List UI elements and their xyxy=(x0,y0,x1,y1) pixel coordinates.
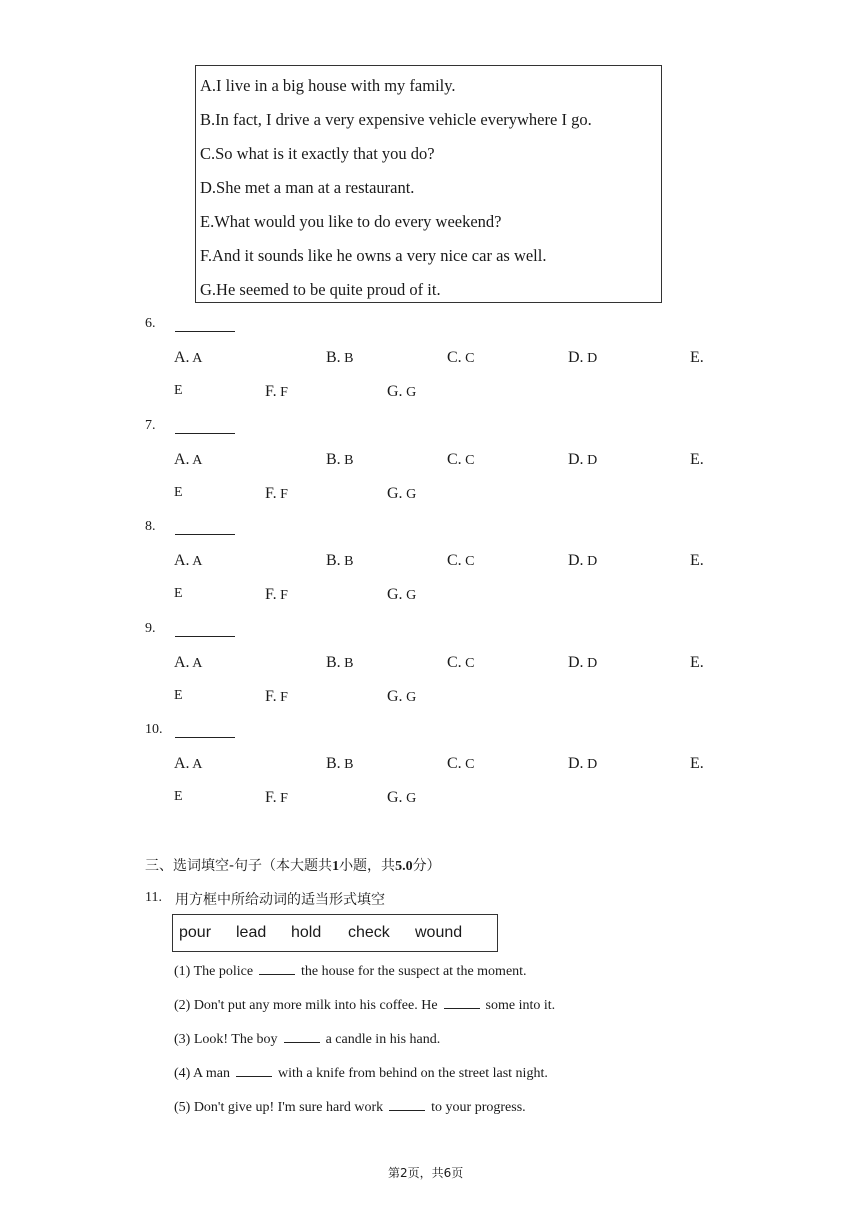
option-text: A xyxy=(192,554,203,569)
page-footer: 第2页，共6页 xyxy=(388,1166,464,1180)
option-letter: A. xyxy=(174,349,190,366)
option-letter: D. xyxy=(568,755,584,772)
answer-option[interactable] xyxy=(326,755,354,773)
option-text: D xyxy=(587,757,598,772)
option-letter: D. xyxy=(568,653,584,671)
answer-option[interactable] xyxy=(447,654,475,672)
option-text: D xyxy=(587,351,598,366)
option-text: C xyxy=(465,757,475,772)
answer-option[interactable] xyxy=(568,755,597,773)
sentence-option: F.And it sounds like he owns a very nice car as well. xyxy=(200,246,547,265)
sentence-part: to your progress. xyxy=(431,1100,526,1115)
answer-option[interactable] xyxy=(174,755,202,773)
option-letter: B. xyxy=(326,552,341,569)
sentence-option: B.In fact, I drive a very expensive vehicle everywhere I go. xyxy=(200,110,592,129)
sentence-part: with a knife from behind on the street last night. xyxy=(278,1066,548,1081)
option-letter: A. xyxy=(174,653,190,671)
fill-in-sentence xyxy=(174,1098,526,1116)
option-letter: A. xyxy=(174,450,190,468)
option-letter: C. xyxy=(447,755,462,772)
option-text: B xyxy=(344,452,354,468)
fill-blank[interactable] xyxy=(444,996,480,1009)
option-letter: G. xyxy=(387,484,403,502)
fill-blank[interactable] xyxy=(389,1098,425,1111)
option-text: G xyxy=(406,791,417,806)
answer-option[interactable] xyxy=(265,688,288,706)
answer-option[interactable] xyxy=(326,654,354,672)
fill-in-sentence xyxy=(174,996,555,1014)
option-letter: A. xyxy=(174,552,190,569)
sentence-part: (1) The police xyxy=(174,964,254,979)
question-number: 10. xyxy=(145,722,163,737)
question-number: 8. xyxy=(145,519,156,534)
option-letter: A. xyxy=(174,755,190,772)
sentence-part: (2) Don't put any more milk into his coffee. He xyxy=(174,998,438,1013)
answer-blank[interactable] xyxy=(175,522,235,540)
option-letter: C. xyxy=(447,653,462,671)
option-text: C xyxy=(465,554,475,569)
sentence-part: a candle in his hand. xyxy=(325,1032,441,1047)
option-text: F xyxy=(280,588,288,603)
answer-blank[interactable] xyxy=(175,725,235,743)
option-text: G xyxy=(406,588,417,603)
option-letter: E. xyxy=(690,450,704,468)
option-text: F xyxy=(280,791,288,806)
option-text: B xyxy=(344,351,354,366)
question-number: 6. xyxy=(145,316,156,331)
option-text: D xyxy=(587,554,598,569)
option-letter: F. xyxy=(265,484,277,502)
option-text: C xyxy=(465,351,475,366)
sentence-part: (4) A man xyxy=(174,1066,230,1081)
option-text: D xyxy=(587,655,598,671)
answer-option[interactable] xyxy=(326,451,354,469)
option-text: A xyxy=(192,655,203,671)
answer-option[interactable] xyxy=(568,451,597,469)
option-text: A xyxy=(192,351,203,366)
option-letter: C. xyxy=(447,552,462,569)
sentence-option: C.So what is it exactly that you do? xyxy=(200,144,435,163)
sentence-option: A.I live in a big house with my family. xyxy=(200,76,456,95)
option-letter: G. xyxy=(387,789,403,806)
sentence-option: G.He seemed to be quite proud of it. xyxy=(200,280,441,299)
answer-option[interactable] xyxy=(568,349,597,367)
answer-option[interactable] xyxy=(387,789,416,807)
option-letter: E. xyxy=(690,755,704,772)
answer-option[interactable] xyxy=(387,586,416,604)
answer-option[interactable] xyxy=(326,552,354,570)
option-letter: F. xyxy=(265,789,277,806)
answer-option[interactable] xyxy=(568,654,597,672)
answer-option[interactable] xyxy=(447,451,475,469)
word-bank-item: hold xyxy=(291,924,322,941)
option-letter: G. xyxy=(387,687,403,705)
sentence-part: (5) Don't give up! I'm sure hard work xyxy=(174,1100,384,1115)
answer-option[interactable] xyxy=(447,755,475,773)
answer-option[interactable] xyxy=(447,552,475,570)
answer-blank[interactable] xyxy=(175,624,235,642)
option-text: E xyxy=(174,687,183,703)
answer-option[interactable] xyxy=(690,349,704,367)
option-letter: F. xyxy=(265,383,277,400)
sentence-option: E.What would you like to do every weekend? xyxy=(200,212,502,231)
option-text: B xyxy=(344,757,354,772)
answer-option[interactable] xyxy=(447,349,475,367)
answer-option[interactable] xyxy=(690,755,704,773)
fill-blank[interactable] xyxy=(236,1064,272,1077)
option-text: G xyxy=(406,486,417,502)
option-letter: F. xyxy=(265,687,277,705)
word-bank-item: pour xyxy=(179,924,212,941)
answer-option[interactable] xyxy=(174,552,202,570)
option-text: A xyxy=(192,757,203,772)
answer-option[interactable] xyxy=(174,349,202,367)
section-heading: 三、选词填空-句子（本大题共1小题，共5.0分） xyxy=(145,858,441,874)
option-text: F xyxy=(280,385,288,400)
option-letter: B. xyxy=(326,755,341,772)
option-text: A xyxy=(192,452,203,468)
fill-in-sentence xyxy=(174,962,527,980)
answer-option[interactable] xyxy=(387,383,416,401)
question-number: 7. xyxy=(145,417,156,433)
answer-option[interactable] xyxy=(690,552,704,570)
option-letter: E. xyxy=(690,552,704,569)
fill-in-sentence xyxy=(174,1030,440,1048)
sentence-options-box xyxy=(195,65,662,303)
option-text: F xyxy=(280,689,288,705)
question-number: 9. xyxy=(145,620,156,636)
answer-option[interactable] xyxy=(265,383,288,401)
answer-blank[interactable] xyxy=(175,319,235,337)
option-letter: E. xyxy=(690,653,704,671)
answer-option[interactable] xyxy=(265,485,288,503)
option-text: G xyxy=(406,385,417,400)
option-letter: D. xyxy=(568,349,584,366)
fill-in-sentence xyxy=(174,1064,548,1082)
word-bank-item: lead xyxy=(236,924,267,941)
option-text: G xyxy=(406,689,417,705)
option-letter: G. xyxy=(387,383,403,400)
option-text: B xyxy=(344,655,354,671)
question-instruction: 用方框中所给动词的适当形式填空 xyxy=(175,892,385,908)
option-letter: D. xyxy=(568,552,584,569)
option-letter: E. xyxy=(690,349,704,366)
answer-blank[interactable] xyxy=(175,421,235,439)
option-text: E xyxy=(174,789,183,804)
fill-blank[interactable] xyxy=(259,962,295,975)
answer-option[interactable] xyxy=(387,688,416,706)
option-letter: B. xyxy=(326,450,341,468)
answer-option[interactable] xyxy=(174,451,202,469)
question-number: 11. xyxy=(145,890,162,905)
answer-option[interactable] xyxy=(326,349,354,367)
option-text: F xyxy=(280,486,288,502)
answer-option[interactable] xyxy=(690,451,704,469)
answer-option[interactable] xyxy=(265,586,288,604)
option-text: D xyxy=(587,452,598,468)
answer-option[interactable] xyxy=(690,654,704,672)
word-bank-item: check xyxy=(348,924,390,941)
sentence-part: (3) Look! The boy xyxy=(174,1032,278,1047)
option-letter: B. xyxy=(326,653,341,671)
word-bank-item: wound xyxy=(415,924,463,941)
option-letter: C. xyxy=(447,349,462,366)
option-text: E xyxy=(174,586,183,601)
sentence-part: the house for the suspect at the moment. xyxy=(301,964,527,979)
answer-option[interactable] xyxy=(174,654,202,672)
option-text: C xyxy=(465,655,475,671)
word-bank-box xyxy=(172,914,498,952)
sentence-option: D.She met a man at a restaurant. xyxy=(200,178,415,197)
option-letter: G. xyxy=(387,586,403,603)
option-letter: C. xyxy=(447,450,462,468)
answer-option[interactable] xyxy=(387,485,416,503)
option-text: B xyxy=(344,554,354,569)
option-letter: B. xyxy=(326,349,341,366)
option-text: C xyxy=(465,452,475,468)
answer-option[interactable] xyxy=(568,552,597,570)
option-text: E xyxy=(174,383,183,398)
option-letter: F. xyxy=(265,586,277,603)
fill-blank[interactable] xyxy=(284,1030,320,1043)
option-letter: D. xyxy=(568,450,584,468)
option-text: E xyxy=(174,484,183,500)
answer-option[interactable] xyxy=(265,789,288,807)
sentence-part: some into it. xyxy=(485,998,556,1013)
